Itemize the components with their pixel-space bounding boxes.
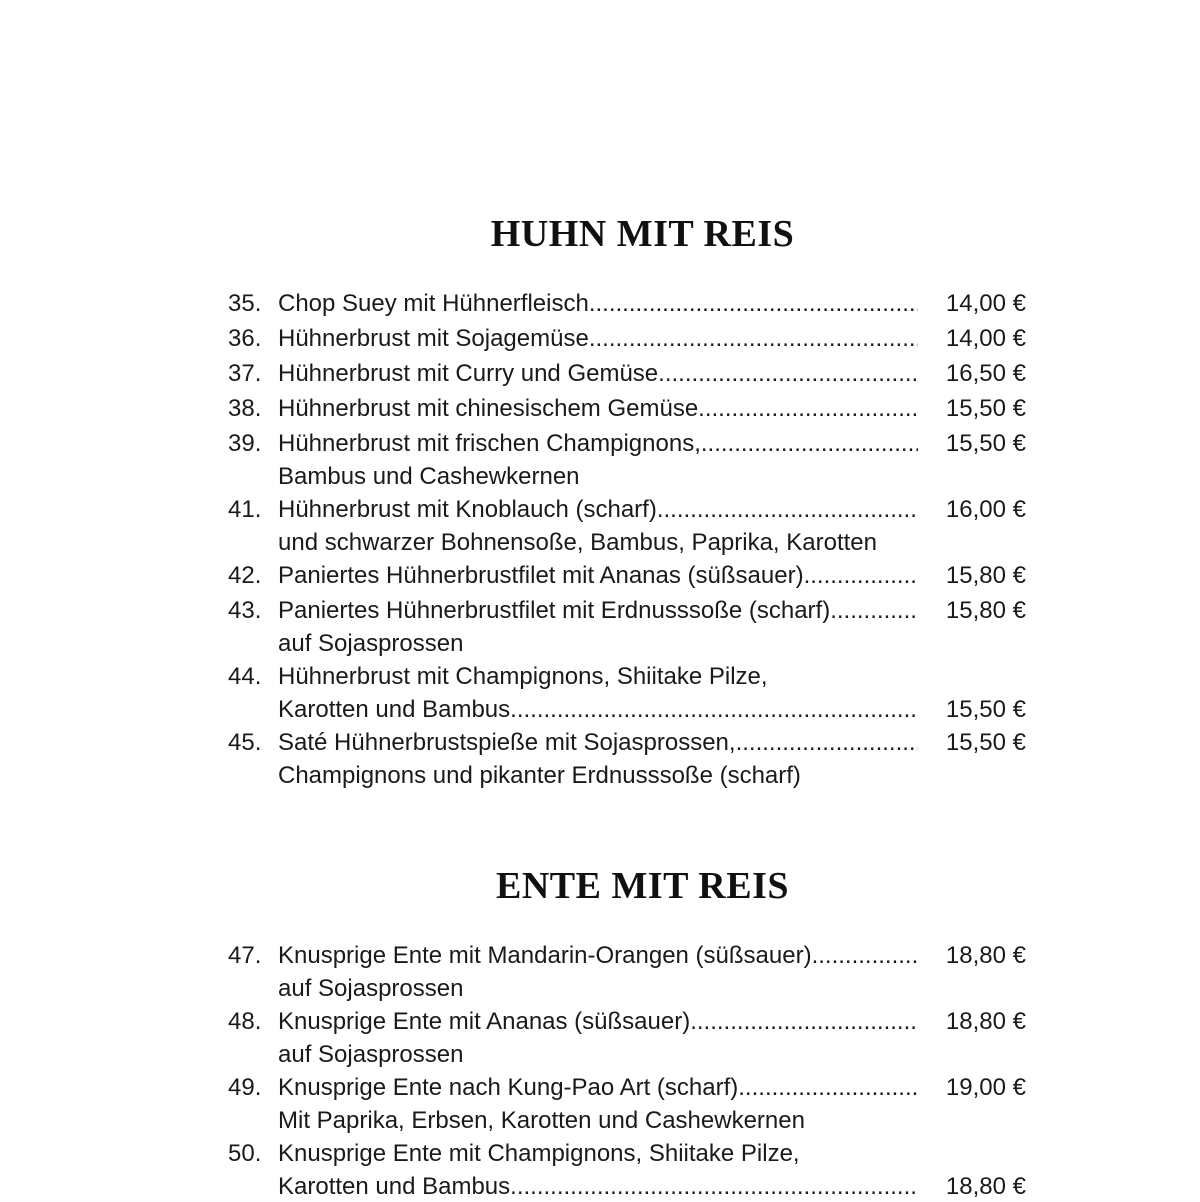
menu-item-line (228, 391, 1028, 426)
item-description (278, 356, 918, 391)
item-description (278, 1004, 918, 1039)
menu-item (228, 1136, 1028, 1202)
menu-item (228, 286, 1028, 321)
menu-item-continuation (228, 1105, 1028, 1136)
dot-leader (463, 628, 918, 659)
menu-item-line (228, 286, 1028, 321)
item-description (278, 725, 918, 760)
item-description-text: Knusprige Ente nach Kung-Pao Art (scharf) (278, 1074, 739, 1101)
item-description-text: Hühnerbrust mit Curry und Gemüse (278, 360, 659, 387)
item-description (278, 558, 918, 593)
menu-list-ente (228, 938, 1028, 1202)
menu-item (228, 1070, 1028, 1136)
menu-item-line (228, 492, 1028, 527)
menu-item-continuation (228, 973, 1028, 1004)
item-description (278, 321, 918, 356)
item-number: 45. (228, 729, 262, 756)
menu-item-line (228, 321, 1028, 356)
item-price: 18,80 € (945, 942, 1026, 969)
item-description (278, 391, 918, 426)
item-number: 49. (228, 1074, 262, 1101)
item-description-text: Karotten und Bambus (278, 1173, 511, 1200)
item-description (278, 1171, 918, 1202)
item-description (278, 938, 918, 973)
dot-leader (698, 391, 918, 426)
dot-leader (463, 1039, 918, 1070)
menu-item (228, 593, 1028, 659)
item-description-text: Hühnerbrust mit chinesischem Gemüse (278, 395, 699, 422)
menu-item-line (228, 1004, 1028, 1039)
dot-leader (589, 286, 918, 321)
menu-item-continuation (228, 760, 1028, 791)
menu-item (228, 725, 1028, 791)
item-price: 15,80 € (945, 597, 1026, 624)
dot-leader (812, 938, 918, 973)
item-number: 35. (228, 290, 262, 317)
item-number: 36. (228, 325, 262, 352)
dot-leader (830, 593, 918, 628)
menu-item-line (228, 659, 1028, 694)
item-description-text: Champignons und pikanter Erdnusssoße (scharf) (278, 762, 801, 789)
item-number: 47. (228, 942, 262, 969)
item-description-text: auf Sojasprossen (278, 975, 464, 1002)
dot-leader (877, 527, 918, 558)
item-number: 37. (228, 360, 262, 387)
menu-item-continuation (228, 1039, 1028, 1070)
item-description-text: Hühnerbrust mit Sojagemüse (278, 325, 589, 352)
item-description (278, 659, 918, 694)
item-number: 48. (228, 1008, 262, 1035)
menu-item (228, 1004, 1028, 1070)
item-description-text: Bambus und Cashewkernen (278, 463, 580, 490)
menu-item-line (228, 558, 1028, 593)
item-price: 16,00 € (945, 496, 1026, 523)
item-number: 42. (228, 562, 262, 589)
section-title-ente: ENTE MIT REIS (495, 865, 789, 907)
item-description (278, 461, 918, 492)
item-description-text: Chop Suey mit Hühnerfleisch (278, 290, 589, 317)
item-price: 19,00 € (945, 1074, 1026, 1101)
menu-item-continuation (228, 461, 1028, 492)
item-price: 14,00 € (945, 325, 1026, 352)
menu-item-continuation (228, 527, 1028, 558)
menu-item-line (228, 938, 1028, 973)
item-description (278, 593, 918, 628)
menu-item-line (228, 725, 1028, 760)
dot-leader (510, 1171, 918, 1202)
menu-item-line (228, 1136, 1028, 1171)
item-price: 15,50 € (945, 696, 1026, 723)
menu-item (228, 659, 1028, 725)
section-title-huhn: HUHN MIT REIS (490, 213, 795, 255)
dot-leader (463, 973, 918, 1004)
menu-item (228, 321, 1028, 356)
item-description-text: Hühnerbrust mit frischen Champignons, (278, 430, 701, 457)
dot-leader (800, 1136, 918, 1171)
menu-item-line (228, 593, 1028, 628)
dot-leader (510, 694, 918, 725)
item-description-text: und schwarzer Bohnensoße, Bambus, Paprika, Karotten (278, 529, 877, 556)
item-description-text: Knusprige Ente mit Ananas (süßsauer) (278, 1008, 691, 1035)
menu-item-line (228, 356, 1028, 391)
item-description-text: Mit Paprika, Erbsen, Karotten und Cashewkernen (278, 1107, 805, 1134)
item-description-text: Saté Hühnerbrustspieße mit Sojasprossen, (278, 729, 736, 756)
dot-leader (738, 1070, 918, 1105)
item-price: 14,00 € (945, 290, 1026, 317)
dot-leader (658, 356, 918, 391)
item-price: 15,50 € (945, 729, 1026, 756)
item-number: 38. (228, 395, 262, 422)
menu-item-line (228, 1070, 1028, 1105)
item-description (278, 1136, 918, 1171)
item-description-text: auf Sojasprossen (278, 630, 464, 657)
dot-leader (805, 1105, 918, 1136)
menu-item (228, 558, 1028, 593)
menu-item (228, 356, 1028, 391)
menu-list-huhn (228, 286, 1028, 791)
menu-item (228, 492, 1028, 558)
dot-leader (589, 321, 918, 356)
dot-leader (657, 492, 918, 527)
item-price: 16,50 € (945, 360, 1026, 387)
item-number: 43. (228, 597, 262, 624)
item-description-text: Knusprige Ente mit Mandarin-Orangen (süßsauer) (278, 942, 812, 969)
item-description (278, 694, 918, 725)
item-price: 15,50 € (945, 395, 1026, 422)
dot-leader (580, 461, 918, 492)
item-description (278, 426, 918, 461)
item-description (278, 492, 918, 527)
item-description-text: Hühnerbrust mit Champignons, Shiitake Pilze, (278, 663, 768, 690)
item-description (278, 286, 918, 321)
menu-item-line (228, 426, 1028, 461)
menu-item-continuation (228, 1171, 1028, 1202)
menu-item (228, 391, 1028, 426)
item-price: 15,80 € (945, 562, 1026, 589)
item-description (278, 1039, 918, 1070)
item-description-text: Hühnerbrust mit Knoblauch (scharf) (278, 496, 657, 523)
item-description-text: Knusprige Ente mit Champignons, Shiitake Pilze, (278, 1140, 800, 1167)
item-description-text: Karotten und Bambus (278, 696, 511, 723)
item-description-text: Paniertes Hühnerbrustfilet mit Ananas (süßsauer) (278, 562, 804, 589)
item-number: 50. (228, 1140, 262, 1167)
item-price: 18,80 € (945, 1173, 1026, 1200)
dot-leader (736, 725, 918, 760)
item-description (278, 1105, 918, 1136)
dot-leader (801, 760, 918, 791)
dot-leader (804, 558, 918, 593)
menu-item-continuation (228, 628, 1028, 659)
menu-item-continuation (228, 694, 1028, 725)
item-price: 18,80 € (945, 1008, 1026, 1035)
dot-leader (690, 1004, 918, 1039)
dot-leader (768, 659, 918, 694)
item-description-text: Paniertes Hühnerbrustfilet mit Erdnusssoße (scharf) (278, 597, 831, 624)
item-number: 44. (228, 663, 262, 690)
item-description (278, 628, 918, 659)
menu-item (228, 426, 1028, 492)
dot-leader (701, 426, 918, 461)
item-number: 39. (228, 430, 262, 457)
item-description (278, 760, 918, 791)
item-description (278, 973, 918, 1004)
menu-item (228, 938, 1028, 1004)
item-description (278, 1070, 918, 1105)
item-price: 15,50 € (945, 430, 1026, 457)
item-description-text: auf Sojasprossen (278, 1041, 464, 1068)
item-number: 41. (228, 496, 262, 523)
item-description (278, 527, 918, 558)
